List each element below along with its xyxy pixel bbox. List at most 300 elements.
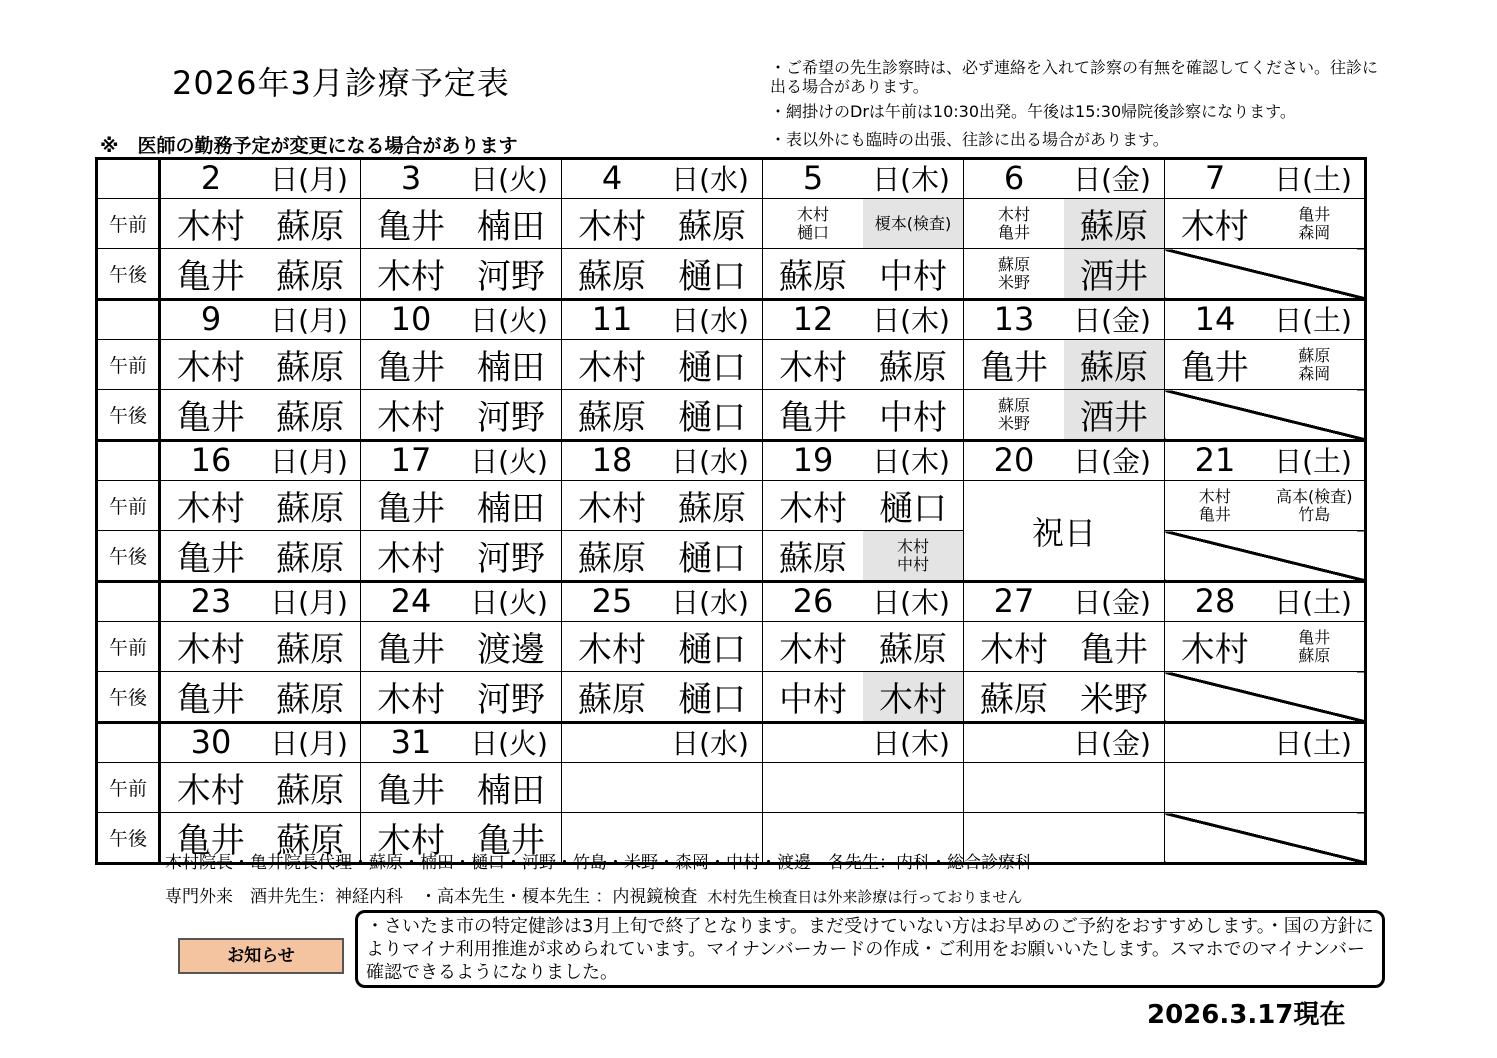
doctor-name: 樋口 [678, 630, 746, 670]
doctor-name: 木村 [1180, 630, 1249, 670]
am-row [97, 622, 1366, 672]
cell-content [562, 249, 762, 298]
schedule-cell [964, 672, 1165, 723]
weekday-label [863, 303, 959, 339]
date-header-cell [160, 582, 361, 622]
doctor-slot [161, 531, 261, 580]
date-header-cell [562, 300, 763, 340]
day-suffix: 日 [470, 586, 499, 619]
schedule-cell [1165, 481, 1366, 531]
weekday-label [261, 303, 357, 339]
doctor-slot [461, 622, 561, 671]
cell-content [361, 340, 561, 389]
notice-button[interactable]: お知らせ [178, 938, 344, 974]
doctor-name: 蘇原 [997, 395, 1030, 415]
date-number: 9 [200, 300, 222, 338]
doctor-name: 樋口 [796, 222, 829, 242]
page-title: 2026年3月診療予定表 [172, 64, 510, 102]
day-suffix: 日 [470, 304, 499, 337]
cell-content [964, 622, 1164, 671]
cell-content [361, 672, 561, 721]
weekday-name: (金) [1101, 445, 1151, 478]
doctor-name: 蘇原 [276, 398, 345, 438]
doctor-name: 亀井 [176, 539, 245, 579]
cell-content [1165, 763, 1364, 812]
doctor-slot [1165, 488, 1265, 524]
doctor-slot [662, 340, 762, 389]
date-header-cell [964, 723, 1165, 763]
doctor-slot [461, 763, 561, 812]
cell-content [361, 199, 561, 248]
doctor-name: 酒井 [1080, 257, 1148, 297]
doctor-name: 蘇原 [276, 207, 345, 247]
doctor-slot [1265, 347, 1365, 383]
doctor-name: 樋口 [678, 348, 746, 388]
am-label: 午前 [97, 481, 160, 531]
doctor-slot [1265, 488, 1365, 524]
date-header-cell [160, 723, 361, 763]
doctor-name: 木村 [176, 489, 245, 529]
schedule-cell [361, 249, 562, 300]
doctor-slot [161, 672, 261, 721]
cell-content [161, 199, 360, 248]
schedule-cell [562, 672, 763, 723]
doctor-name: 米野 [997, 413, 1030, 433]
date-number: 21 [1194, 441, 1236, 479]
weekday-name: (金) [1101, 304, 1151, 337]
weekday-name: (水) [699, 163, 749, 196]
doctor-name: 木村 [578, 207, 646, 247]
am-label: 午前 [97, 763, 160, 813]
doctor-slot [763, 249, 863, 298]
doctor-slot [161, 249, 261, 298]
cell-content [361, 481, 561, 530]
date-number: 11 [591, 300, 633, 338]
schedule-cell [361, 672, 562, 723]
schedule-cell [964, 390, 1165, 441]
doctor-slot [562, 672, 662, 721]
weekday-name: (水) [699, 727, 749, 760]
day-suffix: 日 [872, 727, 901, 760]
cell-content [562, 340, 762, 389]
doctor-name: 亀井 [176, 680, 245, 720]
doctor-name: 亀井 [1080, 630, 1148, 670]
cell-content [763, 672, 963, 721]
doctor-slot [863, 390, 963, 439]
date-number: 23 [190, 582, 232, 620]
shaded-slot [1064, 340, 1164, 389]
doctor-name: 木村 [997, 204, 1030, 224]
doctor-slot [461, 672, 561, 721]
weekday-label [662, 162, 758, 198]
doctor-slot [964, 622, 1064, 671]
weekday-name: (木) [900, 163, 950, 196]
pm-label: 午後 [97, 672, 160, 723]
cell-content [161, 622, 360, 671]
doctor-slot [763, 340, 863, 389]
doctor-name: 亀井 [1198, 504, 1231, 524]
date-header-cell [1165, 723, 1366, 763]
doctor-pair [1165, 488, 1265, 524]
cell-content [763, 763, 963, 812]
date-number: 17 [390, 441, 432, 479]
doctor-slot [261, 340, 361, 389]
weekday-label [461, 585, 557, 621]
day-suffix: 日 [470, 727, 499, 760]
doctor-pair [1265, 629, 1365, 665]
doctor-slot [863, 340, 963, 389]
doctor-name: 木村 [176, 630, 245, 670]
weekday-name: (金) [1101, 586, 1151, 619]
schedule-cell [361, 340, 562, 390]
doctor-name: 蘇原 [980, 680, 1048, 720]
doctor-name: 楠田 [477, 771, 545, 811]
doctor-name: 中村 [879, 257, 947, 297]
weekday-name: (金) [1101, 727, 1151, 760]
doctor-pair [964, 256, 1064, 292]
doctor-slot [863, 481, 963, 530]
doctor-slot [763, 481, 863, 530]
day-suffix: 日 [270, 586, 299, 619]
weekday-name: (火) [498, 304, 548, 337]
specialist-text: 専門外来 酒井先生：神経内科 ・高本先生・榎本先生 ：内視鏡検査 [165, 887, 698, 907]
date-header-cell [160, 159, 361, 199]
schedule-cell [160, 672, 361, 723]
shaded-slot [1064, 390, 1164, 439]
doctor-name: 森岡 [1298, 363, 1331, 383]
date-header-cell [562, 582, 763, 622]
holiday-cell: 祝日 [964, 481, 1165, 582]
weekday-label [1265, 585, 1361, 621]
date-number: 31 [390, 723, 432, 761]
cell-content [763, 340, 963, 389]
day-suffix: 日 [470, 445, 499, 478]
doctor-name: 亀井 [477, 821, 545, 861]
date-number: 7 [1204, 159, 1226, 197]
closed-cell [1165, 249, 1366, 300]
cell-content [562, 672, 762, 721]
date-number: 2 [200, 159, 222, 197]
doctor-slot [161, 763, 261, 812]
doctor-slot [964, 672, 1064, 721]
doctor-slot [863, 199, 963, 248]
weekday-label [261, 444, 357, 480]
doctor-slot [1265, 206, 1365, 242]
doctor-name: 蘇原 [779, 539, 847, 579]
schedule-cell [1165, 763, 1366, 813]
doctor-slot [1064, 249, 1164, 298]
date-header-cell [160, 441, 361, 481]
cell-content [763, 622, 963, 671]
date-header-cell [763, 441, 964, 481]
weekday-name: (土) [1302, 304, 1352, 337]
doctor-name: 木村 [879, 680, 947, 720]
weekday-name: (火) [498, 163, 548, 196]
doctor-pair [964, 206, 1064, 242]
am-label: 午前 [97, 622, 160, 672]
doctor-name: 蘇原 [1298, 345, 1331, 365]
doctor-slot [964, 256, 1064, 292]
doctor-slot [261, 622, 361, 671]
doctor-slot [964, 397, 1064, 433]
date-header-cell [562, 723, 763, 763]
doctor-slot [562, 622, 662, 671]
cell-content [763, 199, 963, 248]
doctor-name: 木村 [176, 771, 245, 811]
doctor-name: 蘇原 [1298, 645, 1331, 665]
schedule-cell [160, 199, 361, 249]
weekday-label [662, 303, 758, 339]
date-number: 12 [792, 300, 834, 338]
schedule-cell [562, 390, 763, 441]
day-suffix: 日 [872, 586, 901, 619]
date-header-cell [964, 582, 1165, 622]
doctor-pair [964, 397, 1064, 433]
schedule-cell [763, 199, 964, 249]
doctor-slot [261, 672, 361, 721]
schedule-cell [160, 390, 361, 441]
doctor-name: 樋口 [678, 539, 746, 579]
doctor-name: 木村 [377, 257, 445, 297]
doctor-slot [1265, 629, 1365, 665]
doctor-name: 河野 [477, 680, 545, 720]
label-blank [97, 723, 160, 763]
schedule-cell [361, 481, 562, 531]
weekday-label [261, 726, 357, 762]
doctor-name: 蘇原 [578, 680, 646, 720]
date-number: 13 [993, 300, 1035, 338]
doctor-name: 木村 [1198, 486, 1231, 506]
cell-content [964, 340, 1164, 389]
date-number: 25 [591, 582, 633, 620]
schedule-cell [763, 763, 964, 813]
doctor-slot [562, 249, 662, 298]
doctor-name: 亀井 [176, 257, 245, 297]
pm-label: 午後 [97, 390, 160, 441]
doctor-name: 蘇原 [276, 257, 345, 297]
doctor-slot [1064, 340, 1164, 389]
schedule-cell [763, 481, 964, 531]
day-suffix: 日 [1274, 586, 1303, 619]
week-header-row [97, 723, 1366, 763]
doctor-name: 木村 [980, 630, 1048, 670]
doctor-slot [361, 249, 461, 298]
schedule-cell [562, 340, 763, 390]
doctor-slot [662, 249, 762, 298]
date-number: 10 [390, 300, 432, 338]
doctor-slot [763, 622, 863, 671]
day-suffix: 日 [470, 163, 499, 196]
schedule-cell [361, 622, 562, 672]
doctor-name: 竹島 [1298, 504, 1331, 524]
weekday-label [1265, 726, 1361, 762]
date-header-cell [361, 300, 562, 340]
pm-label: 午後 [97, 813, 160, 864]
schedule-cell [964, 340, 1165, 390]
doctor-slot [361, 531, 461, 580]
weekday-label [1064, 303, 1160, 339]
am-row [97, 340, 1366, 390]
doctor-name: 渡邊 [477, 630, 545, 670]
week-header-row [97, 441, 1366, 481]
doctor-pair [1265, 488, 1365, 524]
cell-content [1165, 340, 1364, 389]
doctor-name: 蘇原 [276, 680, 345, 720]
pm-label: 午後 [97, 249, 160, 300]
weekday-label [461, 444, 557, 480]
doctor-slot [1165, 622, 1265, 671]
schedule-cell [562, 249, 763, 300]
schedule-cell [964, 199, 1165, 249]
date-header-cell [361, 441, 562, 481]
day-suffix: 日 [872, 163, 901, 196]
day-suffix: 日 [270, 445, 299, 478]
doctor-slot [161, 390, 261, 439]
doctor-name: 蘇原 [1080, 207, 1148, 247]
date-number: 14 [1194, 300, 1236, 338]
doctor-slot [361, 340, 461, 389]
weekday-label [662, 726, 758, 762]
date-number: 5 [802, 159, 824, 197]
doctor-name: 木村 [779, 348, 847, 388]
date-number: 24 [390, 582, 432, 620]
doctor-name: 樋口 [678, 680, 746, 720]
am-row [97, 199, 1366, 249]
doctor-name: 木村 [377, 821, 445, 861]
day-suffix: 日 [1073, 586, 1102, 619]
weekday-name: (火) [498, 445, 548, 478]
date-number: 27 [993, 582, 1035, 620]
date-header-cell [763, 723, 964, 763]
doctor-name: 酒井 [1080, 398, 1148, 438]
doctor-slot [763, 672, 863, 721]
shaded-slot [1064, 199, 1164, 248]
doctor-slot [261, 199, 361, 248]
doctor-slot [662, 672, 762, 721]
am-label: 午前 [97, 340, 160, 390]
date-header-cell [562, 441, 763, 481]
cell-content [361, 622, 561, 671]
doctor-slot [461, 340, 561, 389]
schedule-cell [1165, 199, 1366, 249]
cell-content [361, 763, 561, 812]
weekday-name: (木) [900, 304, 950, 337]
doctor-name: 木村 [578, 348, 646, 388]
doctor-name: 蘇原 [678, 489, 746, 529]
pm-row [97, 672, 1366, 723]
pm-row [97, 531, 1366, 582]
day-suffix: 日 [1073, 445, 1102, 478]
date-header-cell [964, 441, 1165, 481]
doctor-name: 亀井 [176, 398, 245, 438]
weekday-label [461, 303, 557, 339]
doctor-name: 蘇原 [997, 254, 1030, 274]
schedule-cell [763, 340, 964, 390]
date-number: 20 [993, 441, 1035, 479]
cell-content [964, 672, 1164, 721]
shaded-slot [863, 672, 963, 721]
schedule-cell [964, 763, 1165, 813]
specialist-legend [165, 882, 1022, 907]
doctor-name: 木村 [377, 680, 445, 720]
cell-content [161, 531, 360, 580]
doctor-name: 蘇原 [578, 398, 646, 438]
weekday-name: (月) [298, 727, 348, 760]
cell-content [562, 481, 762, 530]
schedule-cell [361, 763, 562, 813]
doctor-name: 蘇原 [1080, 348, 1148, 388]
doctor-name: 亀井 [176, 821, 245, 861]
day-suffix: 日 [1274, 163, 1303, 196]
doctor-slot [562, 340, 662, 389]
date-header-cell [1165, 441, 1366, 481]
date-header-cell [763, 159, 964, 199]
note-2: ・網掛けのDrは午前は10:30出発。午後は15:30帰院後診察になります。 [770, 102, 1296, 121]
doctor-name: 木村 [796, 204, 829, 224]
cell-content [361, 249, 561, 298]
closed-cell [1165, 672, 1366, 723]
cell-content [763, 531, 963, 580]
doctor-slot [763, 206, 863, 242]
shaded-slot [863, 531, 963, 580]
doctor-slot [1064, 672, 1164, 721]
schedule-cell [160, 763, 361, 813]
doctor-slot [461, 199, 561, 248]
day-suffix: 日 [1073, 727, 1102, 760]
day-suffix: 日 [1073, 304, 1102, 337]
weekday-label [863, 585, 959, 621]
date-number: 19 [792, 441, 834, 479]
doctor-name: 樋口 [678, 398, 746, 438]
doctor-slot [863, 249, 963, 298]
doctor-name: 亀井 [377, 630, 445, 670]
day-suffix: 日 [671, 445, 700, 478]
doctor-slot [161, 199, 261, 248]
date-header-cell [964, 300, 1165, 340]
doctor-slot [662, 481, 762, 530]
weekday-label [461, 162, 557, 198]
doctor-slot [361, 622, 461, 671]
cell-content [361, 390, 561, 439]
notes [770, 58, 1380, 158]
cell-content [161, 390, 360, 439]
date-number: 6 [1003, 159, 1025, 197]
doctor-slot [964, 340, 1064, 389]
date-number: 3 [400, 159, 422, 197]
closed-cell [1165, 813, 1366, 864]
weekday-name: (月) [298, 586, 348, 619]
shaded-slot [1064, 249, 1164, 298]
doctor-slot [763, 390, 863, 439]
date-header-cell [763, 300, 964, 340]
cell-content [161, 249, 360, 298]
weekday-name: (土) [1302, 727, 1352, 760]
closed-cell [1165, 531, 1366, 582]
doctor-slot [461, 481, 561, 530]
weekday-label [863, 162, 959, 198]
label-blank [97, 582, 160, 622]
schedule-cell [562, 481, 763, 531]
doctor-name: 河野 [477, 539, 545, 579]
week-header-row [97, 300, 1366, 340]
weekday-name: (水) [699, 304, 749, 337]
doctor-slot [361, 390, 461, 439]
weekday-label [863, 444, 959, 480]
note-1: ・ご希望の先生診察時は、必ず連絡を入れて診察の有無を確認してください。往診に出る場合があります。 [770, 58, 1379, 96]
weekday-label [261, 162, 357, 198]
doctor-name: 樋口 [678, 257, 746, 297]
date-header-cell [160, 300, 361, 340]
